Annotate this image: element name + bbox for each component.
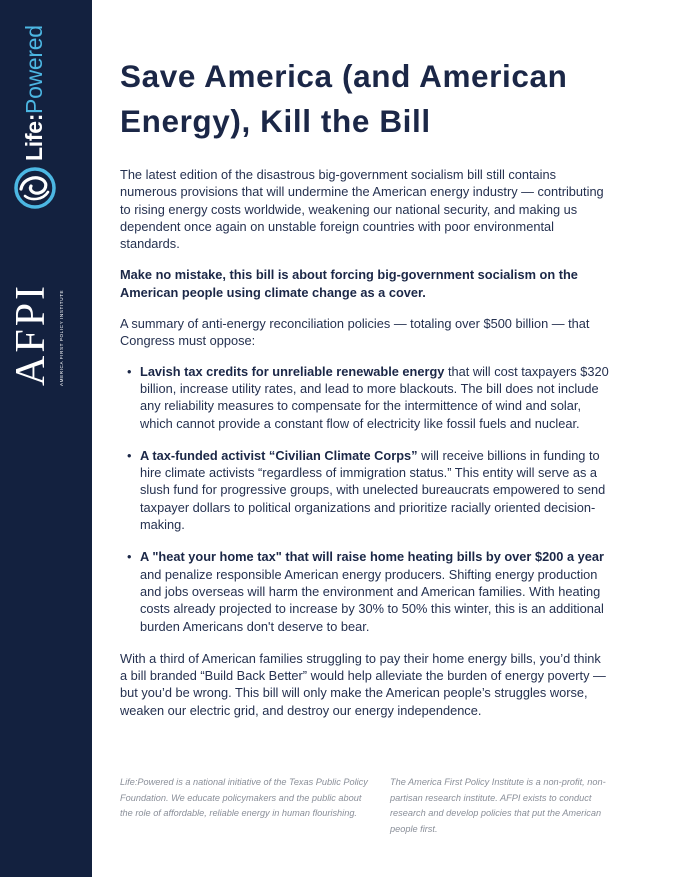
main-content — [120, 54, 610, 719]
footer-afpi-note: The America First Policy Institute is a non-profit, non-partisan research institute. AFPI exists to conduct research and develop policies that put the American people first. — [390, 777, 606, 834]
afpi-wordmark: AFPI — [8, 282, 54, 386]
list-item-heading: A tax-funded activist “Civilian Climate Corps” — [140, 447, 418, 463]
page-title: Save America (and American Energy), Kill the Bill — [120, 58, 568, 139]
emphasis-paragraph: Make no mistake, this bill is about forcing big-government socialism on the American people using climate change as a cover. — [120, 267, 578, 300]
lifepowered-logo — [14, 16, 54, 161]
bullet-icon: • — [127, 363, 132, 379]
list-item-heading: A "heat your home tax" that will raise home heating bills by over $200 a year — [140, 549, 604, 565]
list-item — [127, 363, 610, 432]
brand-life-text: Life: — [21, 113, 47, 161]
footer-lifepowered-note: Life:Powered is a national initiative of the Texas Public Policy Foundation. We educate policymakers and the public about the role of affordable, reliable energy in human flourishing. — [120, 777, 368, 818]
closing-paragraph: With a third of American families struggling to pay their home energy bills, you’d think a bill branded “Build Back Better” would help alleviate the burden of energy poverty — but you’d be wrong. This bill will only make the American people’s struggles worse, weaken our electric grid, and destroy our energy independence. — [120, 650, 606, 718]
list-item-text: that will cost taxpayers $320 billion, increase utility rates, and lead to more blackouts. The bill does not include any reliability measures to compensate for the intermittence of wind and solar, which cannot provide a constant flow of electricity like fossil fuels and nuclear. — [140, 363, 609, 431]
lifepowered-swirl-icon — [13, 166, 57, 210]
list-item-text: will receive billions in funding to hire climate activists “regardless of immigration status.” This entity will serve as a slush fund for progressive groups, with unelected bureaucrats empowered to send taxpayer dollars to political organizations and prioritize racially oriented decision-making. — [140, 447, 606, 533]
intro-paragraph: The latest edition of the disastrous big-government socialism bill still contains numerous provisions that will undermine the American energy industry — contributing to rising energy costs worldwide, weakening our national security, and making us dependent once again on unstable foreign countries with poor environmental standards. — [120, 167, 604, 252]
summary-paragraph: A summary of anti-energy reconciliation policies — totaling over $500 billion — that Congress must oppose: — [120, 316, 590, 349]
afpi-logo — [10, 268, 72, 386]
bullet-icon: • — [127, 549, 132, 565]
list-item — [127, 447, 610, 533]
afpi-subtitle: AMERICA FIRST POLICY INSTITUTE — [59, 289, 64, 386]
list-item — [127, 548, 610, 634]
list-item-heading: Lavish tax credits for unreliable renewable energy — [140, 363, 445, 379]
list-item-text: and penalize responsible American energy producers. Shifting energy production and jobs overseas will harm the environment and American families. With heating costs already projected to increase by 30% to 50% this winter, this is an additional burden Americans don't deserve to bear. — [140, 566, 604, 634]
policy-list — [120, 363, 610, 635]
sidebar — [0, 0, 92, 877]
bullet-icon: • — [127, 447, 132, 463]
brand-powered-text: Powered — [21, 25, 47, 114]
